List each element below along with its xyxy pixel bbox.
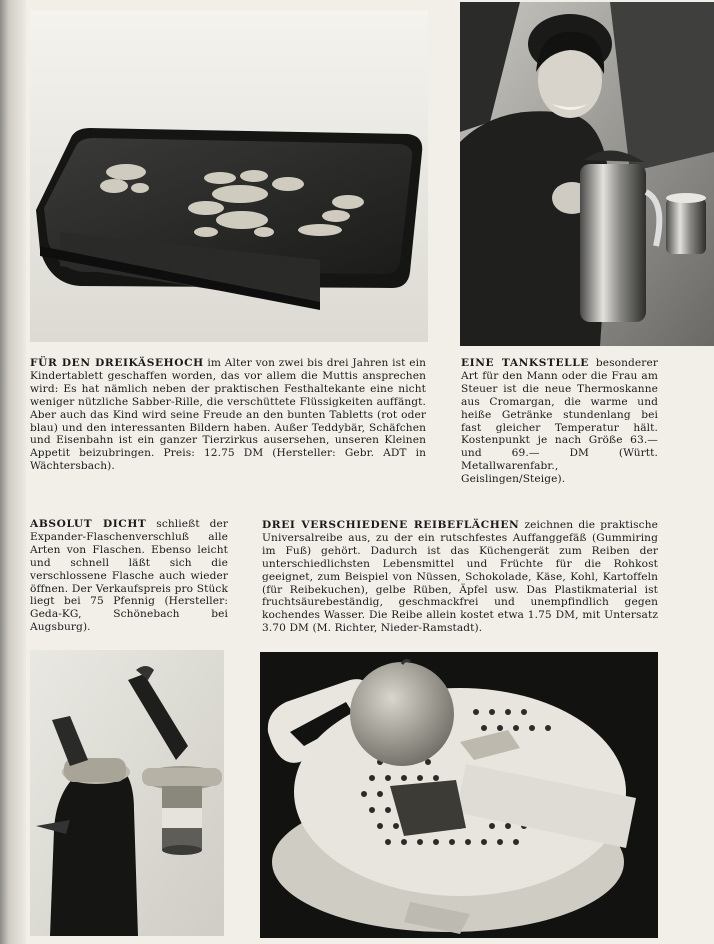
- stopper-photo: [30, 650, 224, 936]
- tray-caption: [30, 357, 426, 473]
- tray-photo: [30, 10, 428, 342]
- grater-photo: [260, 652, 658, 938]
- stopper-caption-body: schließt der Expander-Flaschenverschluß alle Arten von Flaschen. Ebenso leicht und schnell läßt sich die verschlossene Flasche auch wieder öffnen. Der Verkaufspreis pro Stück liegt bei 75 Pfennig (Hersteller: Geda-KG, Schönebach bei Augsburg).: [30, 518, 228, 634]
- tray-caption-lead: FÜR DEN DREIKÄSEHOCH: [30, 357, 204, 369]
- page-gutter: [0, 0, 26, 944]
- stopper-caption-lead: ABSOLUT DICHT: [30, 518, 147, 530]
- stopper-caption: [30, 518, 228, 634]
- thermos-caption-body: besonderer Art für den Mann oder die Frau am Steuer ist die neue Thermoskanne aus Cromargan, die warme und heiße Getränke stundenlang bei fast gleicher Temperatur hält. Kostenpunkt je nach Größe 63.— und 69.— DM (Württ. Metallwarenfabr., Geislingen/Steige).: [461, 357, 658, 486]
- thermos-caption: [461, 357, 658, 486]
- thermos-photo: [460, 2, 714, 346]
- thermos-caption-lead: EINE TANKSTELLE: [461, 357, 589, 369]
- tray-caption-body: im Alter von zwei bis drei Jahren ist ein Kindertablett geschaffen worden, das vor allem die Muttis ansprechen wird: Es hat nämlich neben der praktischen Festhaltekante eine nicht weniger nützliche Sabber-Rille, die verschüttete Flüssigkeiten auffängt. Aber auch das Kind wird seine Freude an den bunten Tabletts (rot oder blau) und den interessanten Bildern haben. Außer Teddybär, Schäfchen und Eisenbahn ist ein ganzer Tierzirkus ausersehen, unseren Kleinen Appetit beizubringen. Preis: 12.75 DM (Hersteller: Gebr. ADT in Wächtersbach).: [30, 357, 426, 473]
- grater-caption-body: zeichnen die praktische Universalreibe aus, zu der ein rutschfestes Auffanggefäß (Gummiring im Fuß) gehört. Dadurch ist das Küchengerät zum Reiben der unterschiedlichsten Lebensmittel und Früchte für die Rohkost geeignet, zum Beispiel von Nüssen, Schokolade, Käse, Kohl, Kartoffeln (für Reibekuchen), gelbe Rüben, Äpfel usw. Das Plastikmaterial ist fruchtsäurebeständig, geschmackfrei und unempfindlich gegen kochendes Wasser. Die Reibe allein kostet etwa 1.75 DM, mit Untersatz 3.70 DM (M. Richter, Nieder-Ramstadt).: [262, 519, 658, 635]
- grater-caption-lead: DREI VERSCHIEDENE REIBEFLÄCHEN: [262, 519, 520, 531]
- grater-caption: [262, 519, 658, 635]
